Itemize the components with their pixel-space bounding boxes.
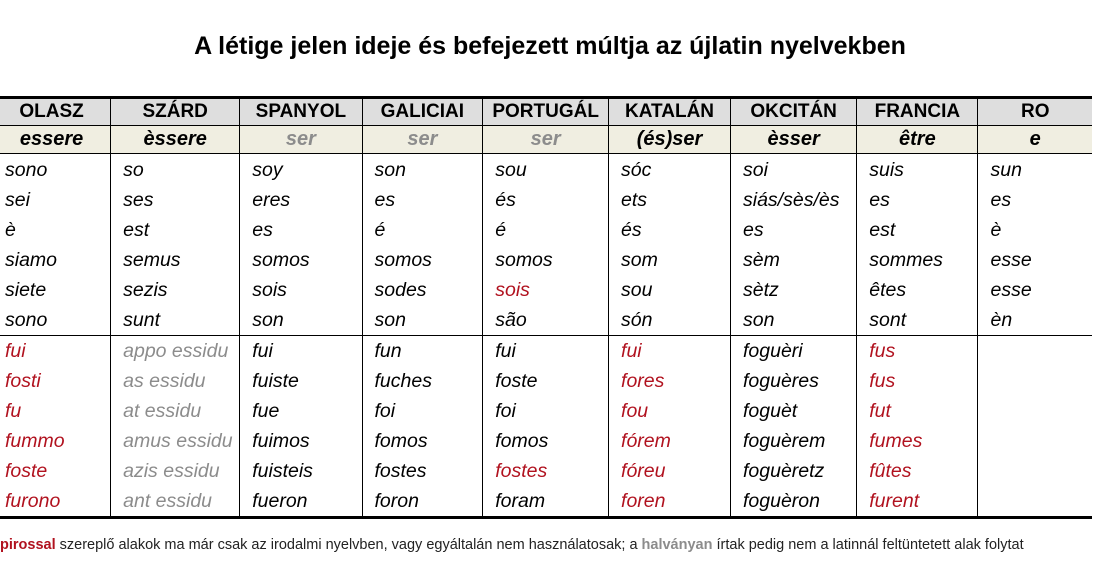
conjugation-cell: foguèron bbox=[731, 486, 857, 518]
conjugation-cell: fueron bbox=[240, 486, 362, 518]
conjugation-cell: fuiste bbox=[240, 366, 362, 396]
conjugation-cell: sètz bbox=[731, 275, 857, 305]
conjugation-cell: fus bbox=[857, 336, 978, 367]
conjugation-cell: fuches bbox=[362, 366, 483, 396]
conjugation-cell bbox=[978, 366, 1092, 396]
conjugation-cell: è bbox=[978, 215, 1092, 245]
conjugation-cell: somos bbox=[483, 245, 609, 275]
conjugation-cell: fuisteis bbox=[240, 456, 362, 486]
past-row bbox=[0, 396, 1092, 426]
conjugation-cell: amus essidu bbox=[111, 426, 240, 456]
language-header: GALICIAI bbox=[362, 98, 483, 126]
present-row bbox=[0, 185, 1092, 215]
conjugation-cell: foste bbox=[483, 366, 609, 396]
conjugation-cell: soy bbox=[240, 154, 362, 186]
infinitive-cell: essere bbox=[0, 126, 111, 154]
conjugation-cell: furono bbox=[0, 486, 111, 518]
conjugation-cell: fui bbox=[483, 336, 609, 367]
conjugation-cell: es bbox=[978, 185, 1092, 215]
conjugation-cell: fue bbox=[240, 396, 362, 426]
conjugation-cell: sois bbox=[483, 275, 609, 305]
language-header: SPANYOL bbox=[240, 98, 362, 126]
conjugation-cell: é bbox=[362, 215, 483, 245]
conjugation-cell: son bbox=[240, 305, 362, 336]
present-row bbox=[0, 245, 1092, 275]
conjugation-cell: somos bbox=[240, 245, 362, 275]
language-header: PORTUGÁL bbox=[483, 98, 609, 126]
infinitive-cell: ser bbox=[362, 126, 483, 154]
conjugation-cell: azis essidu bbox=[111, 456, 240, 486]
conjugation-cell bbox=[978, 426, 1092, 456]
conjugation-cell: són bbox=[609, 305, 731, 336]
language-header-row bbox=[0, 98, 1092, 126]
language-header: SZÁRD bbox=[111, 98, 240, 126]
conjugation-cell: fóreu bbox=[609, 456, 731, 486]
infinitive-cell: e bbox=[978, 126, 1092, 154]
present-row bbox=[0, 154, 1092, 186]
present-row bbox=[0, 275, 1092, 305]
language-header: RO bbox=[978, 98, 1092, 126]
conjugation-cell: sun bbox=[978, 154, 1092, 186]
conjugation-cell: sommes bbox=[857, 245, 978, 275]
conjugation-cell: son bbox=[362, 154, 483, 186]
conjugation-cell: appo essidu bbox=[111, 336, 240, 367]
footnote-red-word: pirossal bbox=[0, 537, 56, 553]
conjugation-cell: som bbox=[609, 245, 731, 275]
footnote bbox=[0, 537, 1100, 553]
conjugation-cell: foron bbox=[362, 486, 483, 518]
conjugation-cell: foguèretz bbox=[731, 456, 857, 486]
footnote-gray-word: halványan bbox=[641, 537, 713, 553]
conjugation-cell: sunt bbox=[111, 305, 240, 336]
conjugation-cell: è bbox=[0, 215, 111, 245]
past-row bbox=[0, 366, 1092, 396]
conjugation-cell: sei bbox=[0, 185, 111, 215]
language-header: OKCITÁN bbox=[731, 98, 857, 126]
present-row bbox=[0, 305, 1092, 336]
conjugation-cell: foguèri bbox=[731, 336, 857, 367]
conjugation-cell: foguères bbox=[731, 366, 857, 396]
conjugation-cell: és bbox=[609, 215, 731, 245]
conjugation-table bbox=[0, 96, 1092, 519]
conjugation-cell: fores bbox=[609, 366, 731, 396]
conjugation-cell: fui bbox=[609, 336, 731, 367]
conjugation-cell: as essidu bbox=[111, 366, 240, 396]
conjugation-cell: fostes bbox=[362, 456, 483, 486]
conjugation-cell: fut bbox=[857, 396, 978, 426]
conjugation-cell: sou bbox=[609, 275, 731, 305]
footnote-text-2: írtak pedig nem a latinnál feltüntetett alak folytat bbox=[712, 537, 1024, 553]
infinitive-cell: ser bbox=[240, 126, 362, 154]
conjugation-cell: esse bbox=[978, 245, 1092, 275]
conjugation-cell: foguèt bbox=[731, 396, 857, 426]
conjugation-cell: at essidu bbox=[111, 396, 240, 426]
language-header: KATALÁN bbox=[609, 98, 731, 126]
conjugation-cell: sezis bbox=[111, 275, 240, 305]
conjugation-cell: fun bbox=[362, 336, 483, 367]
conjugation-cell: est bbox=[857, 215, 978, 245]
conjugation-cell: èn bbox=[978, 305, 1092, 336]
infinitive-row bbox=[0, 126, 1092, 154]
conjugation-cell: fûtes bbox=[857, 456, 978, 486]
conjugation-cell: fui bbox=[0, 336, 111, 367]
conjugation-cell: fomos bbox=[362, 426, 483, 456]
conjugation-cell: ant essidu bbox=[111, 486, 240, 518]
conjugation-cell: fosti bbox=[0, 366, 111, 396]
conjugation-cell: fummo bbox=[0, 426, 111, 456]
conjugation-cell: fu bbox=[0, 396, 111, 426]
past-row bbox=[0, 426, 1092, 456]
conjugation-cell: siás/sès/ès bbox=[731, 185, 857, 215]
conjugation-cell: é bbox=[483, 215, 609, 245]
conjugation-cell: siete bbox=[0, 275, 111, 305]
conjugation-cell: sont bbox=[857, 305, 978, 336]
conjugation-cell: semus bbox=[111, 245, 240, 275]
conjugation-cell: fórem bbox=[609, 426, 731, 456]
language-header: OLASZ bbox=[0, 98, 111, 126]
infinitive-cell: être bbox=[857, 126, 978, 154]
conjugation-cell: são bbox=[483, 305, 609, 336]
conjugation-cell: est bbox=[111, 215, 240, 245]
past-row bbox=[0, 456, 1092, 486]
past-row bbox=[0, 486, 1092, 518]
conjugation-cell bbox=[978, 336, 1092, 367]
conjugation-cell: fus bbox=[857, 366, 978, 396]
conjugation-cell: êtes bbox=[857, 275, 978, 305]
conjugation-cell: ses bbox=[111, 185, 240, 215]
conjugation-cell: foi bbox=[362, 396, 483, 426]
conjugation-cell: foren bbox=[609, 486, 731, 518]
infinitive-cell: èsser bbox=[731, 126, 857, 154]
infinitive-cell: (és)ser bbox=[609, 126, 731, 154]
conjugation-cell: foram bbox=[483, 486, 609, 518]
conjugation-cell: fumes bbox=[857, 426, 978, 456]
conjugation-cell: sou bbox=[483, 154, 609, 186]
footnote-text-1: szereplő alakok ma már csak az irodalmi nyelvben, vagy egyáltalán nem használatosak; a bbox=[55, 537, 642, 553]
conjugation-cell: sono bbox=[0, 305, 111, 336]
conjugation-cell: suis bbox=[857, 154, 978, 186]
conjugation-cell: fuimos bbox=[240, 426, 362, 456]
conjugation-cell: sodes bbox=[362, 275, 483, 305]
conjugation-cell: siamo bbox=[0, 245, 111, 275]
conjugation-cell: ets bbox=[609, 185, 731, 215]
conjugation-cell bbox=[978, 396, 1092, 426]
conjugation-cell: sono bbox=[0, 154, 111, 186]
conjugation-cell bbox=[978, 456, 1092, 486]
conjugation-cell: furent bbox=[857, 486, 978, 518]
conjugation-cell: es bbox=[731, 215, 857, 245]
conjugation-cell: son bbox=[731, 305, 857, 336]
conjugation-cell: foguèrem bbox=[731, 426, 857, 456]
conjugation-cell: so bbox=[111, 154, 240, 186]
conjugation-cell: fui bbox=[240, 336, 362, 367]
conjugation-cell: és bbox=[483, 185, 609, 215]
conjugation-cell: esse bbox=[978, 275, 1092, 305]
present-row bbox=[0, 215, 1092, 245]
conjugation-cell: somos bbox=[362, 245, 483, 275]
conjugation-cell: sóc bbox=[609, 154, 731, 186]
conjugation-cell: fomos bbox=[483, 426, 609, 456]
conjugation-cell: sois bbox=[240, 275, 362, 305]
conjugation-cell: eres bbox=[240, 185, 362, 215]
language-header: FRANCIA bbox=[857, 98, 978, 126]
past-row bbox=[0, 336, 1092, 367]
conjugation-cell: son bbox=[362, 305, 483, 336]
page-title: A létige jelen ideje és befejezett múltja az újlatin nyelvekben bbox=[194, 32, 906, 60]
infinitive-cell: èssere bbox=[111, 126, 240, 154]
conjugation-cell: foste bbox=[0, 456, 111, 486]
conjugation-cell bbox=[978, 486, 1092, 518]
conjugation-cell: es bbox=[362, 185, 483, 215]
conjugation-cell: foi bbox=[483, 396, 609, 426]
conjugation-cell: es bbox=[240, 215, 362, 245]
infinitive-cell: ser bbox=[483, 126, 609, 154]
conjugation-cell: sèm bbox=[731, 245, 857, 275]
conjugation-cell: es bbox=[857, 185, 978, 215]
conjugation-cell: soi bbox=[731, 154, 857, 186]
conjugation-table-container bbox=[0, 96, 1100, 522]
conjugation-cell: fostes bbox=[483, 456, 609, 486]
conjugation-cell: fou bbox=[609, 396, 731, 426]
